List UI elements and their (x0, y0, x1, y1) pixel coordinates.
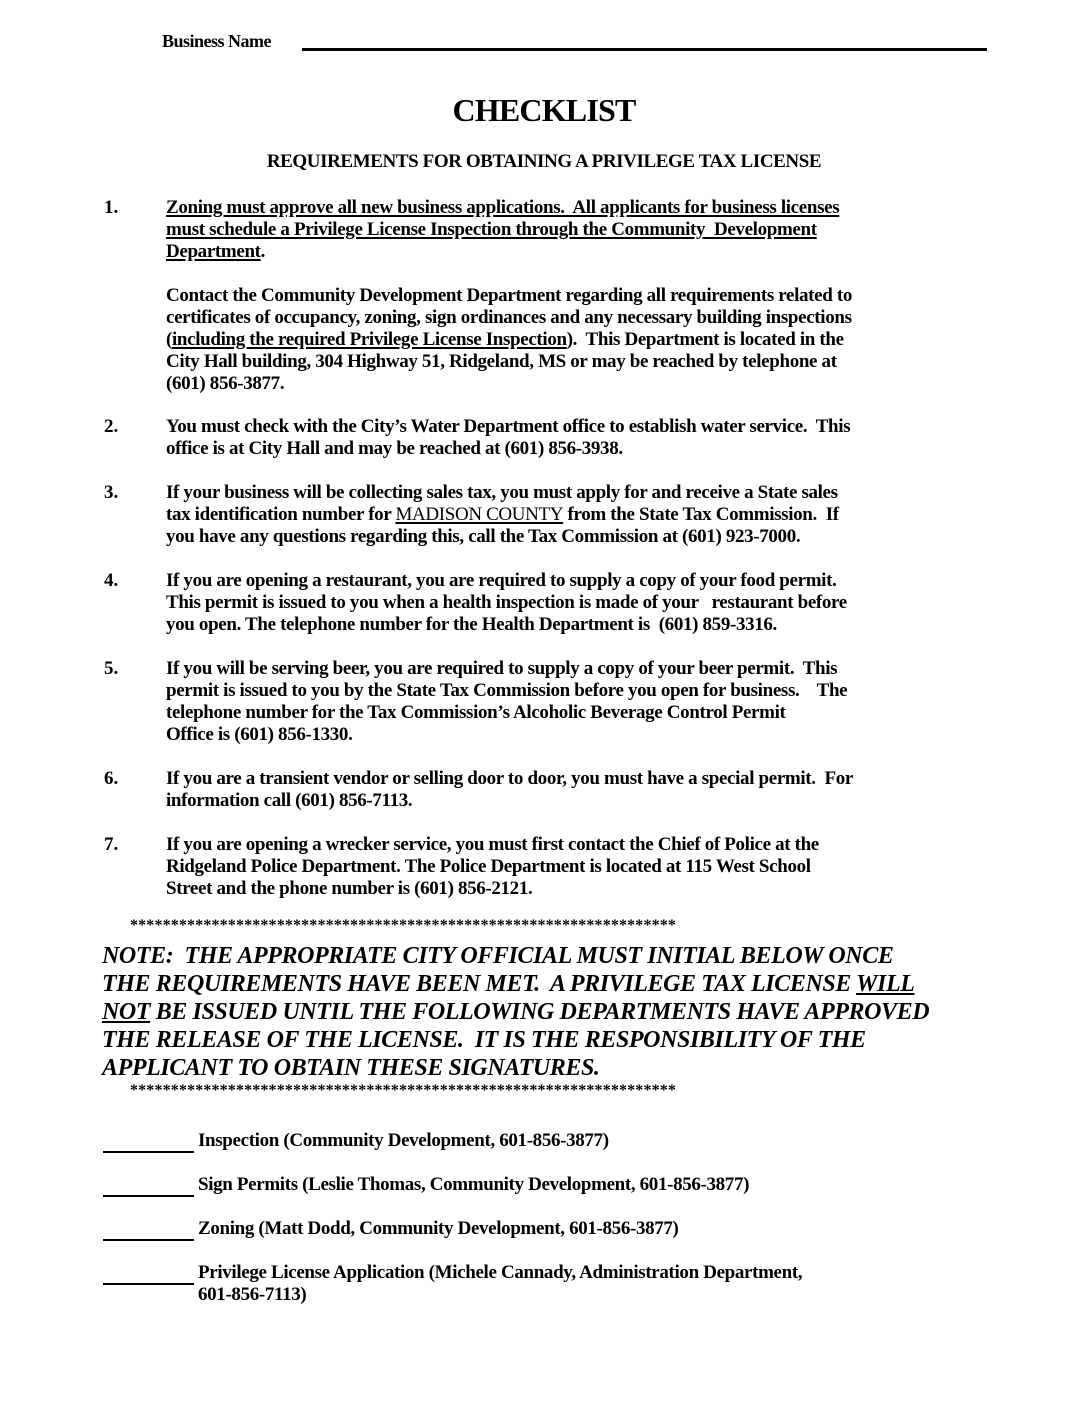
item-line: information call (601) 856-7113. (166, 790, 413, 811)
item-line: office is at City Hall and may be reached at (601) 856-3938. (166, 438, 623, 459)
initial-line[interactable] (103, 1195, 194, 1197)
page-subtitle: REQUIREMENTS FOR OBTAINING A PRIVILEGE TAX LICENSE (266, 151, 822, 172)
signoff-label: Zoning (Matt Dodd, Community Development, 601-856-3877) (198, 1218, 679, 1239)
item-line: If you are opening a wrecker service, you must first contact the Chief of Police at the (166, 834, 819, 855)
signoff-label: Privilege License Application (Michele Cannady, Administration Department, (198, 1262, 803, 1283)
initial-line[interactable] (103, 1239, 194, 1241)
item-number: 1. (104, 197, 119, 218)
item-line (166, 241, 265, 263)
madison-county-text: MADISON COUNTY (395, 504, 564, 525)
item-line: telephone number for the Tax Commission’s Alcoholic Beverage Control Permit (166, 702, 786, 723)
note-line (102, 970, 915, 998)
paren-open: ( (166, 329, 172, 350)
note-text: BE ISSUED UNTIL THE FOLLOWING DEPARTMENTS HAVE APPROVED (150, 999, 930, 1025)
note-text: THE REQUIREMENTS HAVE BEEN MET. A PRIVILEGE TAX LICENSE (102, 971, 857, 997)
initial-line[interactable] (103, 1283, 194, 1285)
item-number: 4. (104, 570, 119, 591)
item-line: If you are a transient vendor or selling door to door, you must have a special permit. For (166, 768, 853, 789)
item-number: 5. (104, 658, 119, 679)
business-name-label: Business Name (162, 31, 272, 51)
note-line (102, 998, 929, 1026)
item-line: certificates of occupancy, zoning, sign ordinances and any necessary building inspections (166, 307, 852, 328)
item-line: (601) 856-3877. (166, 373, 285, 394)
item-line: This permit is issued to you when a health inspection is made of your restaurant before (166, 592, 847, 613)
signoff-label: Inspection (Community Development, 601-856-3877) (198, 1130, 609, 1151)
item-line: If your business will be collecting sales tax, you must apply for and receive a State sales (166, 482, 838, 503)
item-line: You must check with the City’s Water Department office to establish water service. This (166, 416, 851, 437)
signoff-label: Sign Permits (Leslie Thomas, Community Development, 601-856-3877) (198, 1174, 750, 1195)
item-number: 7. (104, 834, 119, 855)
item-line-rest: from the State Tax Commission. If (563, 504, 839, 525)
asterisk-divider-bottom: ******************************************************************* (130, 1083, 677, 1099)
item-line: you have any questions regarding this, call the Tax Commission at (601) 923-7000. (166, 526, 801, 547)
item-line: If you are opening a restaurant, you are required to supply a copy of your food permit. (166, 570, 837, 591)
signoff-label-continued: 601-856-7113) (198, 1284, 307, 1305)
item-line: City Hall building, 304 Highway 51, Ridgeland, MS or may be reached by telephone at (166, 351, 837, 372)
item-line: must schedule a Privilege License Inspection through the Community Development (166, 219, 817, 240)
note-line: NOTE: THE APPROPRIATE CITY OFFICIAL MUST INITIAL BELOW ONCE (102, 943, 894, 969)
business-name-field[interactable] (302, 48, 987, 51)
note-emphasis-will: WILL (856, 971, 915, 997)
note-emphasis-not: NOT (102, 999, 151, 1025)
item-number: 3. (104, 482, 119, 503)
item-line (166, 329, 844, 351)
item-line: Office is (601) 856-1330. (166, 724, 353, 745)
note-line: APPLICANT TO OBTAIN THESE SIGNATURES. (102, 1055, 600, 1081)
asterisk-divider-top: ******************************************************************* (130, 918, 677, 934)
underlined-text: including the required Privilege License Inspection (171, 329, 567, 350)
item-number: 6. (104, 768, 119, 789)
item-line (166, 504, 839, 526)
note-line: THE RELEASE OF THE LICENSE. IT IS THE RESPONSIBILITY OF THE (102, 1027, 866, 1053)
item-line-rest: ). This Department is located in the (566, 329, 844, 350)
item-line: Ridgeland Police Department. The Police Department is located at 115 West School (166, 856, 811, 877)
item-line: If you will be serving beer, you are required to supply a copy of your beer permit. This (166, 658, 838, 679)
item-line: you open. The telephone number for the Health Department is (601) 859-3316. (166, 614, 777, 635)
item-line-tail: . (260, 241, 266, 262)
underlined-text: Department (166, 241, 261, 262)
page-title: CHECKLIST (452, 92, 636, 128)
item-line: Contact the Community Development Department regarding all requirements related to (166, 285, 852, 306)
item-line-start: tax identification number for (166, 504, 396, 525)
item-line: Street and the phone number is (601) 856-2121. (166, 878, 533, 899)
initial-line[interactable] (103, 1151, 194, 1153)
item-number: 2. (104, 416, 119, 437)
item-line: Zoning must approve all new business applications. All applicants for business licenses (166, 197, 840, 218)
item-line: permit is issued to you by the State Tax Commission before you open for business. The (166, 680, 848, 701)
